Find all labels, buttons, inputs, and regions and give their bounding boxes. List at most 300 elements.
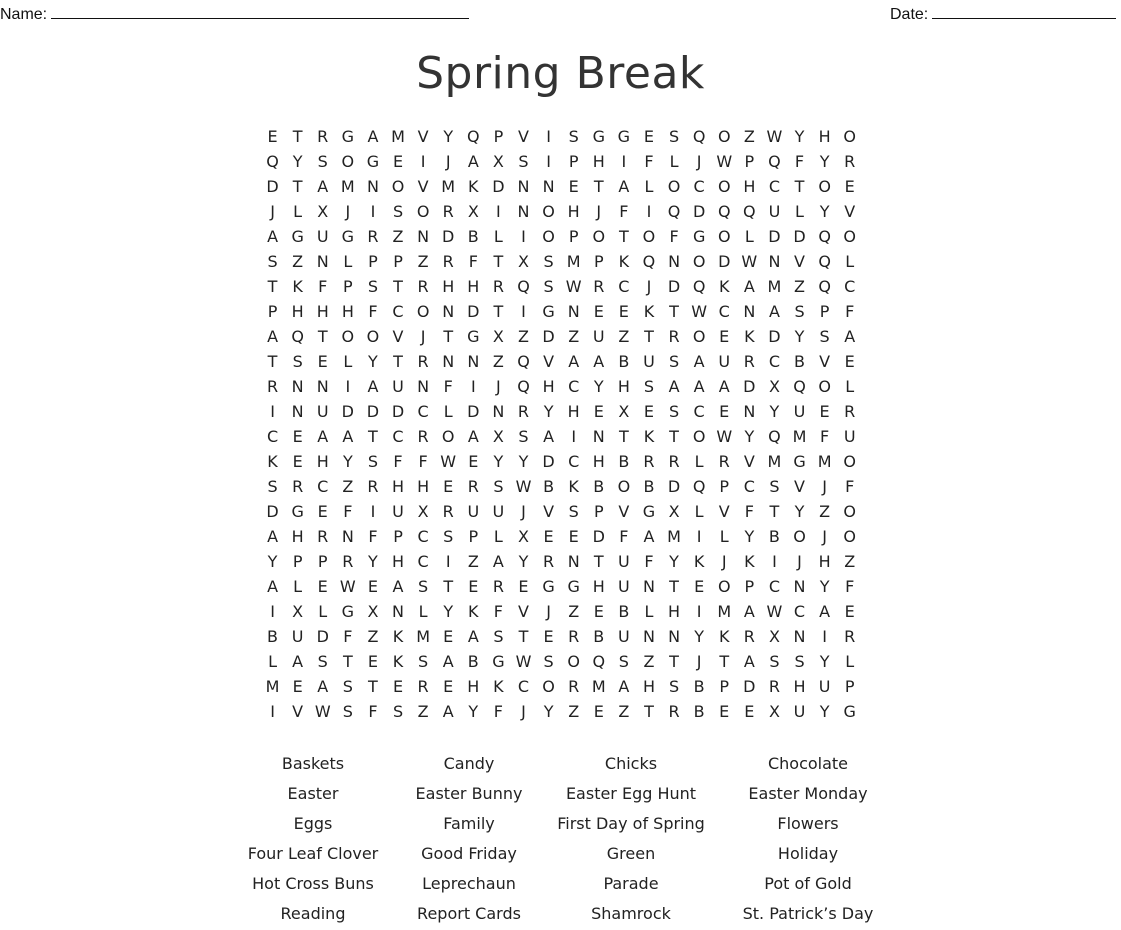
grid-letter[interactable]: K <box>468 177 479 196</box>
grid-letter[interactable]: H <box>567 202 580 221</box>
grid-letter[interactable]: S <box>568 502 579 521</box>
grid-letter[interactable]: H <box>743 177 756 196</box>
grid-letter[interactable]: Q <box>768 152 781 171</box>
grid-letter[interactable]: D <box>492 177 505 196</box>
grid-letter[interactable]: N <box>442 302 455 321</box>
grid-letter[interactable]: F <box>669 227 679 246</box>
grid-letter[interactable]: Z <box>467 552 479 571</box>
grid-letter[interactable]: O <box>818 177 831 196</box>
grid-letter[interactable]: R <box>844 152 856 171</box>
grid-letter[interactable]: N <box>492 402 505 421</box>
grid-letter[interactable]: N <box>768 252 781 271</box>
grid-letter[interactable]: Y <box>794 127 805 146</box>
grid-letter[interactable]: C <box>768 577 780 596</box>
grid-letter[interactable]: V <box>543 502 555 521</box>
grid-letter[interactable]: J <box>646 277 652 296</box>
grid-letter[interactable]: E <box>468 577 479 596</box>
grid-letter[interactable]: S <box>392 702 404 721</box>
grid-letter[interactable]: A <box>743 602 755 621</box>
grid-letter[interactable]: U <box>392 377 404 396</box>
grid-letter[interactable]: Y <box>794 502 805 521</box>
grid-letter[interactable]: C <box>568 452 580 471</box>
grid-letter[interactable]: C <box>718 302 730 321</box>
grid-letter[interactable]: N <box>417 377 430 396</box>
grid-letter[interactable]: J <box>521 702 526 721</box>
grid-letter[interactable]: D <box>768 227 781 246</box>
grid-letter[interactable]: N <box>467 352 480 371</box>
grid-letter[interactable]: Z <box>367 627 379 646</box>
grid-letter[interactable]: L <box>293 577 303 596</box>
grid-letter[interactable]: E <box>844 352 855 371</box>
grid-letter[interactable]: B <box>618 452 630 471</box>
grid-letter[interactable]: E <box>543 627 554 646</box>
grid-letter[interactable]: Z <box>417 252 429 271</box>
grid-letter[interactable]: J <box>521 502 526 521</box>
grid-letter[interactable]: F <box>619 202 629 221</box>
grid-letter[interactable]: L <box>694 452 704 471</box>
grid-letter[interactable]: A <box>367 377 379 396</box>
grid-letter[interactable]: J <box>696 152 702 171</box>
grid-letter[interactable]: K <box>392 627 404 646</box>
grid-letter[interactable]: N <box>316 252 329 271</box>
grid-letter[interactable]: W <box>741 252 758 271</box>
grid-letter[interactable]: P <box>393 527 403 546</box>
grid-letter[interactable]: R <box>467 477 479 496</box>
grid-letter[interactable]: Z <box>342 477 354 496</box>
grid-letter[interactable]: I <box>470 377 476 396</box>
grid-letter[interactable]: F <box>368 527 378 546</box>
grid-letter[interactable]: E <box>719 702 730 721</box>
grid-letter[interactable]: R <box>568 677 580 696</box>
grid-letter[interactable]: T <box>669 577 679 596</box>
grid-letter[interactable]: R <box>768 677 780 696</box>
grid-letter[interactable]: U <box>316 227 329 246</box>
grid-letter[interactable]: A <box>367 127 379 146</box>
grid-letter[interactable]: D <box>542 327 555 346</box>
grid-letter[interactable]: I <box>521 227 526 246</box>
grid-letter[interactable]: T <box>593 177 604 196</box>
grid-letter[interactable]: D <box>467 402 480 421</box>
grid-letter[interactable]: O <box>717 127 731 146</box>
grid-letter[interactable]: R <box>442 502 454 521</box>
grid-letter[interactable]: A <box>267 577 279 596</box>
grid-letter[interactable]: L <box>343 252 353 271</box>
grid-letter[interactable]: B <box>593 627 605 646</box>
grid-letter[interactable]: N <box>291 377 304 396</box>
grid-letter[interactable]: O <box>692 327 706 346</box>
grid-letter[interactable]: D <box>692 202 706 221</box>
grid-letter[interactable]: T <box>669 652 679 671</box>
grid-letter[interactable]: B <box>768 527 780 546</box>
grid-letter[interactable]: Q <box>743 202 756 221</box>
grid-letter[interactable]: Y <box>744 427 755 446</box>
grid-letter[interactable]: E <box>694 577 705 596</box>
grid-letter[interactable]: R <box>643 452 655 471</box>
grid-letter[interactable]: R <box>517 402 530 421</box>
grid-letter[interactable]: E <box>292 452 303 471</box>
grid-letter[interactable]: K <box>493 677 504 696</box>
grid-letter[interactable]: Z <box>518 327 529 346</box>
grid-letter[interactable]: K <box>292 277 303 296</box>
grid-letter[interactable]: I <box>345 377 351 396</box>
grid-letter[interactable]: V <box>618 502 630 521</box>
grid-letter[interactable]: H <box>417 477 430 496</box>
grid-letter[interactable]: C <box>693 402 705 421</box>
grid-letter[interactable]: R <box>593 277 605 296</box>
grid-letter[interactable]: E <box>367 577 378 596</box>
grid-letter[interactable]: J <box>546 602 551 621</box>
grid-letter[interactable]: N <box>442 352 455 371</box>
grid-letter[interactable]: O <box>717 227 731 246</box>
grid-letter[interactable]: S <box>794 652 805 671</box>
grid-letter[interactable]: H <box>316 302 329 321</box>
grid-letter[interactable]: Y <box>744 527 755 546</box>
grid-letter[interactable]: Q <box>818 277 831 296</box>
grid-letter[interactable]: I <box>270 602 275 621</box>
grid-letter[interactable]: N <box>517 202 530 221</box>
grid-letter[interactable]: F <box>443 377 453 396</box>
grid-letter[interactable]: S <box>643 377 655 396</box>
grid-letter[interactable]: B <box>794 352 805 371</box>
grid-letter[interactable]: U <box>818 677 831 696</box>
grid-letter[interactable]: D <box>793 227 806 246</box>
grid-letter[interactable]: X <box>768 627 780 646</box>
grid-letter[interactable]: R <box>844 627 856 646</box>
grid-letter[interactable]: X <box>518 527 529 546</box>
grid-letter[interactable]: X <box>518 252 529 271</box>
grid-letter[interactable]: C <box>618 277 630 296</box>
grid-letter[interactable]: Y <box>493 452 504 471</box>
grid-letter[interactable]: I <box>270 702 275 721</box>
grid-letter[interactable]: R <box>568 627 580 646</box>
grid-letter[interactable]: G <box>467 327 480 346</box>
grid-letter[interactable]: A <box>267 327 279 346</box>
grid-letter[interactable]: P <box>468 527 479 546</box>
grid-letter[interactable]: G <box>492 652 505 671</box>
grid-letter[interactable]: Q <box>467 127 480 146</box>
grid-letter[interactable]: P <box>719 477 730 496</box>
grid-letter[interactable]: U <box>843 427 856 446</box>
grid-letter[interactable]: S <box>819 327 830 346</box>
grid-letter[interactable]: T <box>719 652 730 671</box>
grid-letter[interactable]: E <box>317 502 328 521</box>
grid-letter[interactable]: Z <box>492 352 504 371</box>
grid-letter[interactable]: Q <box>291 327 304 346</box>
grid-letter[interactable]: B <box>267 627 279 646</box>
grid-letter[interactable]: N <box>417 227 430 246</box>
grid-letter[interactable]: L <box>644 177 654 196</box>
grid-letter[interactable]: Q <box>717 202 731 221</box>
grid-letter[interactable]: J <box>721 552 727 571</box>
grid-letter[interactable]: O <box>391 177 405 196</box>
grid-letter[interactable]: T <box>443 327 454 346</box>
grid-letter[interactable]: T <box>669 427 679 446</box>
grid-letter[interactable]: H <box>291 527 304 546</box>
grid-letter[interactable]: S <box>493 477 504 496</box>
grid-letter[interactable]: H <box>818 127 831 146</box>
grid-letter[interactable]: A <box>718 377 730 396</box>
grid-letter[interactable]: Q <box>692 477 706 496</box>
grid-letter[interactable]: N <box>542 177 555 196</box>
grid-letter[interactable]: X <box>768 377 780 396</box>
grid-letter[interactable]: X <box>492 152 504 171</box>
grid-letter[interactable]: T <box>292 127 303 146</box>
grid-letter[interactable]: O <box>717 177 731 196</box>
grid-letter[interactable]: V <box>794 477 805 496</box>
grid-letter[interactable]: T <box>493 302 504 321</box>
grid-letter[interactable]: R <box>442 252 454 271</box>
grid-letter[interactable]: F <box>644 152 654 171</box>
grid-letter[interactable]: O <box>542 677 555 696</box>
grid-letter[interactable]: S <box>568 127 579 146</box>
grid-letter[interactable]: G <box>341 227 355 246</box>
grid-letter[interactable]: G <box>341 127 355 146</box>
grid-letter[interactable]: Q <box>692 277 706 296</box>
grid-letter[interactable]: F <box>744 502 754 521</box>
grid-letter[interactable]: Q <box>266 152 279 171</box>
grid-letter[interactable]: E <box>443 477 454 496</box>
grid-letter[interactable]: W <box>515 652 532 671</box>
grid-letter[interactable]: S <box>418 577 429 596</box>
grid-letter[interactable]: G <box>291 227 304 246</box>
grid-letter[interactable]: H <box>291 302 304 321</box>
grid-letter[interactable]: A <box>392 577 404 596</box>
grid-letter[interactable]: J <box>445 152 451 171</box>
grid-letter[interactable]: I <box>521 302 526 321</box>
grid-letter[interactable]: P <box>819 302 830 321</box>
grid-letter[interactable]: F <box>493 702 503 721</box>
grid-letter[interactable]: I <box>270 402 275 421</box>
grid-letter[interactable]: R <box>844 402 856 421</box>
grid-letter[interactable]: Y <box>518 452 529 471</box>
grid-letter[interactable]: W <box>716 152 733 171</box>
grid-letter[interactable]: T <box>342 652 353 671</box>
grid-letter[interactable]: F <box>393 452 403 471</box>
grid-letter[interactable]: W <box>716 427 733 446</box>
grid-letter[interactable]: N <box>793 627 806 646</box>
grid-letter[interactable]: W <box>440 452 457 471</box>
grid-letter[interactable]: G <box>843 702 856 721</box>
grid-letter[interactable]: S <box>794 302 805 321</box>
grid-letter[interactable]: Q <box>768 427 781 446</box>
grid-letter[interactable]: K <box>618 252 630 271</box>
grid-letter[interactable]: E <box>568 527 579 546</box>
grid-letter[interactable]: D <box>366 402 380 421</box>
grid-letter[interactable]: O <box>416 202 430 221</box>
grid-letter[interactable]: J <box>345 202 351 221</box>
grid-letter[interactable]: N <box>316 377 329 396</box>
grid-letter[interactable]: L <box>493 527 503 546</box>
grid-letter[interactable]: X <box>417 502 429 521</box>
grid-letter[interactable]: E <box>719 402 730 421</box>
grid-letter[interactable]: E <box>292 677 303 696</box>
grid-letter[interactable]: D <box>442 227 455 246</box>
grid-letter[interactable]: M <box>792 427 807 446</box>
grid-letter[interactable]: S <box>668 352 680 371</box>
grid-letter[interactable]: P <box>568 152 579 171</box>
grid-letter[interactable]: L <box>343 352 353 371</box>
grid-letter[interactable]: S <box>769 652 780 671</box>
grid-letter[interactable]: S <box>543 652 554 671</box>
grid-letter[interactable]: E <box>317 577 328 596</box>
grid-letter[interactable]: Z <box>568 602 580 621</box>
grid-letter[interactable]: S <box>267 252 278 271</box>
grid-letter[interactable]: X <box>492 427 504 446</box>
grid-letter[interactable]: A <box>668 377 680 396</box>
grid-letter[interactable]: E <box>719 327 730 346</box>
grid-letter[interactable]: E <box>643 402 654 421</box>
grid-letter[interactable]: Q <box>793 377 806 396</box>
grid-letter[interactable]: F <box>468 252 478 271</box>
grid-letter[interactable]: E <box>292 427 303 446</box>
grid-letter[interactable]: D <box>743 677 756 696</box>
grid-letter[interactable]: A <box>442 652 454 671</box>
grid-letter[interactable]: I <box>445 552 451 571</box>
grid-letter[interactable]: N <box>567 302 580 321</box>
grid-letter[interactable]: C <box>392 302 404 321</box>
grid-letter[interactable]: K <box>744 327 755 346</box>
grid-letter[interactable]: H <box>467 677 480 696</box>
grid-letter[interactable]: U <box>291 627 304 646</box>
grid-letter[interactable]: E <box>543 527 554 546</box>
grid-letter[interactable]: I <box>696 602 702 621</box>
grid-letter[interactable]: Z <box>568 702 580 721</box>
grid-letter[interactable]: F <box>493 602 503 621</box>
grid-letter[interactable]: Q <box>517 377 530 396</box>
grid-letter[interactable]: X <box>618 402 630 421</box>
grid-letter[interactable]: A <box>442 702 454 721</box>
grid-letter[interactable]: H <box>818 552 831 571</box>
grid-letter[interactable]: O <box>667 177 681 196</box>
grid-letter[interactable]: D <box>667 477 681 496</box>
grid-letter[interactable]: Q <box>517 352 530 371</box>
grid-letter[interactable]: F <box>318 277 328 296</box>
date-line[interactable] <box>932 4 1116 19</box>
grid-letter[interactable]: C <box>417 402 429 421</box>
grid-letter[interactable]: S <box>493 627 504 646</box>
grid-letter[interactable]: Q <box>517 277 530 296</box>
grid-letter[interactable]: B <box>593 477 605 496</box>
grid-letter[interactable]: P <box>493 127 504 146</box>
grid-letter[interactable]: Q <box>667 202 681 221</box>
grid-letter[interactable]: U <box>793 402 806 421</box>
grid-letter[interactable]: C <box>693 177 705 196</box>
grid-letter[interactable]: O <box>542 202 555 221</box>
grid-letter[interactable]: Y <box>694 627 705 646</box>
grid-letter[interactable]: R <box>367 477 379 496</box>
grid-letter[interactable]: N <box>793 577 806 596</box>
grid-letter[interactable]: P <box>568 227 579 246</box>
grid-letter[interactable]: A <box>292 652 304 671</box>
grid-letter[interactable]: H <box>617 377 630 396</box>
grid-letter[interactable]: A <box>342 427 354 446</box>
grid-letter[interactable]: V <box>392 327 404 346</box>
grid-letter[interactable]: W <box>766 602 783 621</box>
grid-letter[interactable]: L <box>845 252 855 271</box>
grid-letter[interactable]: B <box>693 677 705 696</box>
grid-letter[interactable]: E <box>443 677 454 696</box>
grid-letter[interactable]: N <box>517 177 530 196</box>
grid-letter[interactable]: D <box>266 177 279 196</box>
grid-letter[interactable]: E <box>643 127 654 146</box>
grid-letter[interactable]: A <box>819 602 831 621</box>
grid-letter[interactable]: P <box>393 252 403 271</box>
grid-letter[interactable]: R <box>668 702 680 721</box>
grid-letter[interactable]: F <box>845 302 855 321</box>
grid-letter[interactable]: O <box>717 577 731 596</box>
grid-letter[interactable]: Z <box>417 702 429 721</box>
grid-letter[interactable]: L <box>268 652 277 671</box>
grid-letter[interactable]: H <box>793 677 806 696</box>
grid-letter[interactable]: J <box>822 527 827 546</box>
grid-letter[interactable]: M <box>391 127 405 146</box>
grid-letter[interactable]: V <box>819 352 831 371</box>
grid-letter[interactable]: S <box>418 652 429 671</box>
grid-letter[interactable]: E <box>744 702 755 721</box>
grid-letter[interactable]: O <box>843 502 856 521</box>
grid-letter[interactable]: Z <box>292 252 304 271</box>
grid-letter[interactable]: F <box>845 577 855 596</box>
grid-letter[interactable]: I <box>370 502 376 521</box>
grid-letter[interactable]: B <box>643 477 655 496</box>
grid-letter[interactable]: N <box>567 552 580 571</box>
grid-letter[interactable]: Y <box>292 152 303 171</box>
grid-letter[interactable]: F <box>368 302 378 321</box>
grid-letter[interactable]: O <box>843 452 856 471</box>
grid-letter[interactable]: W <box>314 702 331 721</box>
grid-letter[interactable]: Y <box>468 702 479 721</box>
grid-letter[interactable]: Y <box>543 702 554 721</box>
grid-letter[interactable]: W <box>766 127 783 146</box>
grid-letter[interactable]: R <box>417 352 429 371</box>
grid-letter[interactable]: J <box>797 552 802 571</box>
grid-letter[interactable]: V <box>518 127 529 146</box>
grid-letter[interactable]: P <box>593 502 604 521</box>
grid-letter[interactable]: E <box>819 402 830 421</box>
grid-letter[interactable]: E <box>593 602 604 621</box>
grid-letter[interactable]: D <box>667 277 681 296</box>
grid-letter[interactable]: D <box>542 452 555 471</box>
grid-letter[interactable]: K <box>643 302 655 321</box>
grid-letter[interactable]: T <box>593 552 604 571</box>
grid-letter[interactable]: T <box>368 427 378 446</box>
grid-letter[interactable]: F <box>619 527 629 546</box>
grid-letter[interactable]: D <box>718 252 731 271</box>
grid-letter[interactable]: K <box>568 477 579 496</box>
grid-letter[interactable]: G <box>291 502 304 521</box>
grid-letter[interactable]: W <box>339 577 356 596</box>
grid-letter[interactable]: E <box>317 352 328 371</box>
grid-letter[interactable]: G <box>542 302 555 321</box>
grid-letter[interactable]: N <box>392 602 404 621</box>
grid-letter[interactable]: O <box>366 327 380 346</box>
grid-letter[interactable]: Y <box>368 552 378 571</box>
grid-letter[interactable]: R <box>442 202 454 221</box>
grid-letter[interactable]: L <box>418 602 428 621</box>
grid-letter[interactable]: Y <box>267 552 278 571</box>
grid-letter[interactable]: H <box>341 302 354 321</box>
grid-letter[interactable]: G <box>692 227 706 246</box>
grid-letter[interactable]: K <box>718 627 730 646</box>
grid-letter[interactable]: Y <box>342 452 353 471</box>
grid-letter[interactable]: A <box>844 327 856 346</box>
grid-letter[interactable]: H <box>467 277 480 296</box>
grid-letter[interactable]: P <box>844 677 855 696</box>
grid-letter[interactable]: R <box>743 352 755 371</box>
grid-letter[interactable]: D <box>768 327 781 346</box>
grid-letter[interactable]: X <box>367 602 379 621</box>
grid-letter[interactable]: V <box>417 127 429 146</box>
